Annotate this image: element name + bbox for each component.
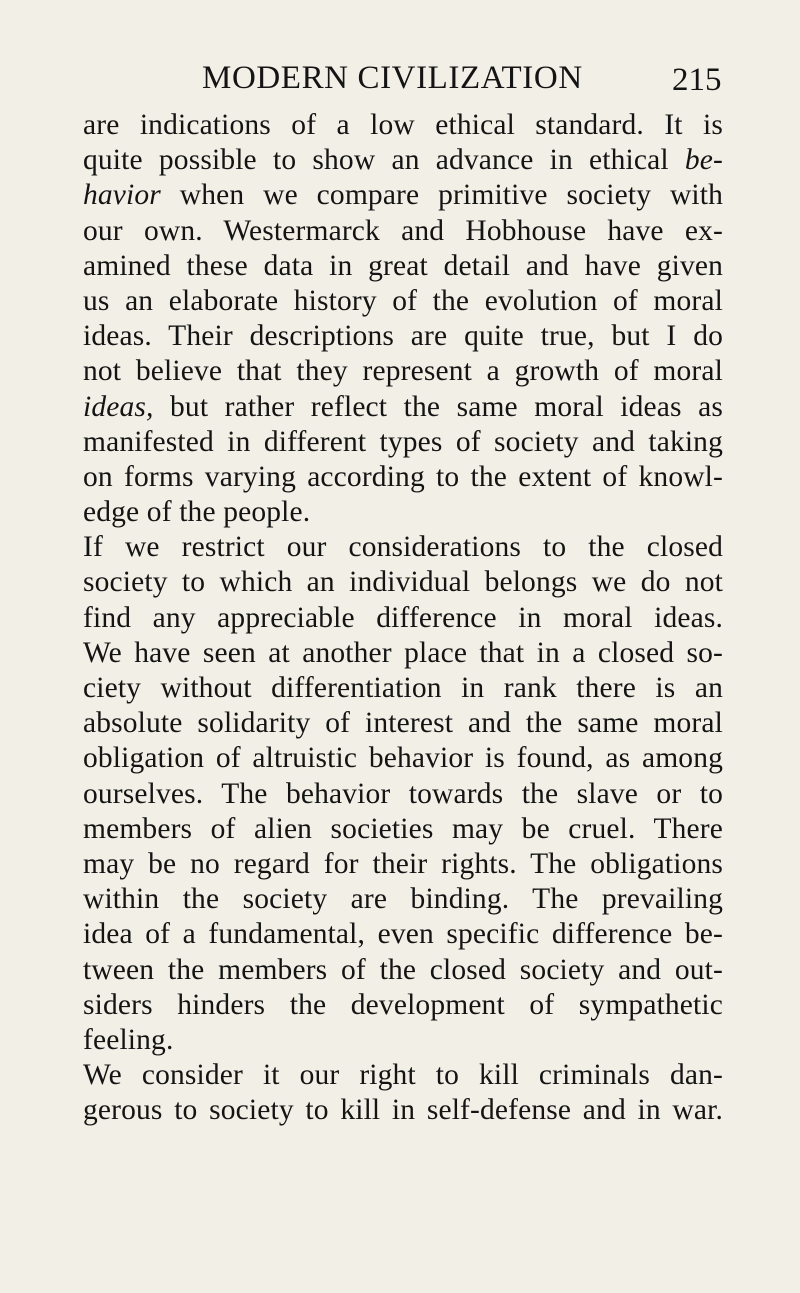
text-line [83, 1058, 723, 1093]
text-line [83, 812, 723, 847]
text-line [83, 495, 723, 530]
text-segment: within the society are binding. The prevailing [83, 883, 723, 916]
text-line [83, 741, 723, 776]
running-head [0, 58, 800, 98]
text-segment: us an elaborate history of the evolution of moral [83, 284, 723, 317]
italic-text: havior [83, 179, 161, 212]
text-segment: society to which an individual belongs we do not [83, 566, 723, 599]
text-segment: may be no regard for their rights. The obligations [83, 847, 723, 880]
text-segment: ideas. Their descriptions are quite true, but I do [83, 320, 723, 353]
text-line [83, 565, 723, 600]
text-line [83, 847, 723, 882]
text-line [83, 636, 723, 671]
text-line [83, 988, 723, 1023]
text-line [83, 460, 723, 495]
text-line [83, 1023, 723, 1058]
text-line [83, 917, 723, 952]
text-line [83, 953, 723, 988]
text-segment: are indications of a low ethical standard. It is [83, 109, 723, 141]
text-line [83, 777, 723, 812]
text-segment: feeling. [83, 1023, 174, 1056]
text-line [83, 249, 723, 284]
text-segment: edge of the people. [83, 496, 311, 529]
italic-text: ideas, [83, 390, 154, 423]
text-line [83, 108, 723, 143]
text-segment: ourselves. The behavior towards the slave or to [83, 777, 723, 810]
text-segment: but rather reflect the same moral ideas as [153, 390, 723, 423]
text-line [83, 1093, 723, 1128]
text-segment: manifested in different types of society and taking [83, 425, 723, 458]
text-line [83, 214, 723, 249]
text-segment: our own. Westermarck and Hobhouse have ex- [83, 214, 723, 247]
text-segment: not believe that they represent a growth of moral [83, 355, 723, 388]
text-line [83, 601, 723, 636]
text-segment: gerous to society to kill in self-defense and in war. [83, 1094, 723, 1127]
text-segment: members of alien societies may be cruel. There [83, 812, 723, 845]
text-line [83, 319, 723, 354]
text-segment: If we restrict our considerations to the closed [83, 531, 723, 564]
text-line [83, 671, 723, 706]
text-segment: absolute solidarity of interest and the same moral [83, 707, 723, 740]
text-line [83, 178, 723, 213]
body-text [83, 108, 723, 1128]
running-title: MODERN CIVILIZATION [202, 60, 583, 96]
text-segment: idea of a fundamental, even specific difference be- [83, 918, 723, 951]
text-segment: tween the members of the closed society and out- [83, 953, 723, 986]
text-line [83, 390, 723, 425]
text-line [83, 530, 723, 565]
text-segment: quite possible to show an advance in ethical [83, 144, 685, 177]
text-segment: on forms varying according to the extent of knowl- [83, 460, 723, 493]
text-segment: We consider it our right to kill criminals dan- [83, 1059, 723, 1092]
text-segment: siders hinders the development of sympathetic [83, 988, 723, 1021]
text-line [83, 425, 723, 460]
text-segment: ciety without differentiation in rank there is an [83, 672, 723, 704]
text-line [83, 882, 723, 917]
text-line [83, 354, 723, 389]
text-segment: We have seen at another place that in a closed so- [83, 636, 723, 669]
text-segment: obligation of altruistic behavior is found, as among [83, 742, 723, 775]
text-line [83, 143, 723, 178]
text-segment: find any appreciable difference in moral ideas. [83, 601, 723, 634]
italic-text: be- [684, 144, 723, 177]
text-line [83, 284, 723, 319]
page-number: 215 [672, 62, 722, 98]
text-segment: when we compare primitive society with [160, 179, 723, 212]
text-segment: amined these data in great detail and have given [83, 249, 723, 282]
text-line [83, 706, 723, 741]
